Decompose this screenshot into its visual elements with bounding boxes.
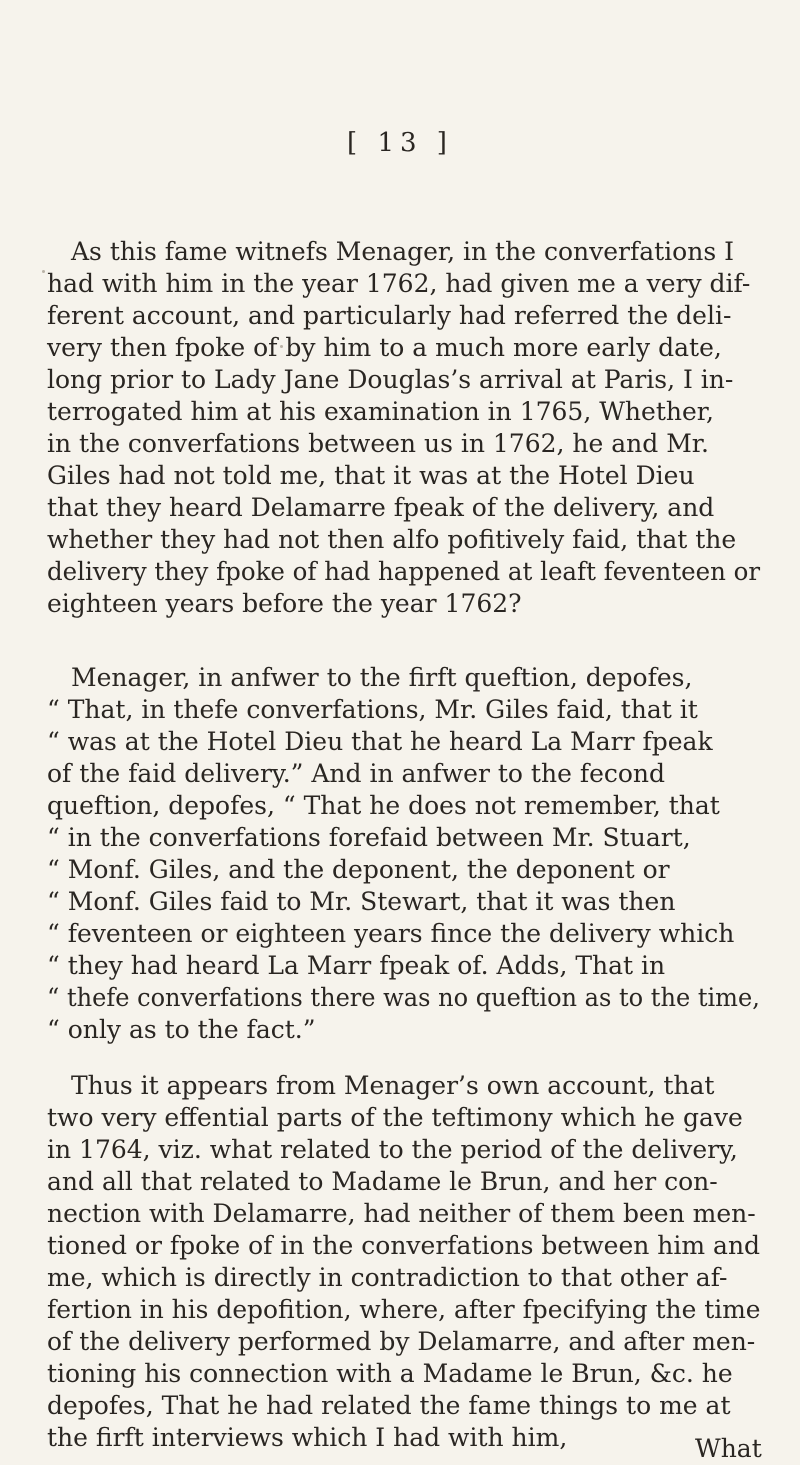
text-line: queftion, depofes, “ That he does not remember, that xyxy=(47,791,720,820)
text-line: of the faid delivery.” And in anfwer to the fecond xyxy=(47,759,666,788)
text-line: terrogated him at his examination in 1765, Whether, xyxy=(47,397,714,426)
text-line: ferent account, and particularly had referred the deli- xyxy=(47,301,732,330)
text-line: eighteen years before the year 1762? xyxy=(47,589,522,618)
text-line: tioned or fpoke of in the converfations between him and xyxy=(47,1231,761,1260)
text-line: “ they had heard La Marr fpeak of. Adds, That in xyxy=(47,951,666,980)
text-line: nection with Delamarre, had neither of them been men- xyxy=(47,1199,756,1228)
text-line: “ in the converfations forefaid between Mr. Stuart, xyxy=(47,823,691,852)
text-line: Giles had not told me, that it was at the Hotel Dieu xyxy=(47,461,695,490)
text-line: Menager, in anfwer to the firft queftion, depofes, xyxy=(71,663,693,692)
text-line: in 1764, viz. what related to the period of the delivery, xyxy=(47,1135,738,1164)
text-line: “ Monf. Giles, and the deponent, the deponent or xyxy=(47,855,670,884)
text-line: me, which is directly in contradiction to that other af- xyxy=(47,1263,728,1292)
text-line: depofes, That he had related the fame things to me at xyxy=(47,1391,731,1420)
text-line: “ Monf. Giles faid to Mr. Stewart, that it was then xyxy=(47,887,676,916)
text-line: “ thefe converfations there was no queftion as to the time, xyxy=(47,983,760,1012)
text-line: in the converfations between us in 1762, he and Mr. xyxy=(47,429,709,458)
page-number: [ 13 ] xyxy=(347,128,453,158)
text-line: whether they had not then alfo pofitively faid, that the xyxy=(47,525,737,554)
text-line: “ feventeen or eighteen years fince the delivery which xyxy=(47,919,735,948)
text-line: “ That, in thefe converfations, Mr. Giles faid, that it xyxy=(47,695,698,724)
text-line: that they heard Delamarre fpeak of the delivery, and xyxy=(47,493,715,522)
text-line: “ only as to the fact.” xyxy=(47,1015,316,1044)
catchword: What xyxy=(695,1434,762,1463)
text-line: “ was at the Hotel Dieu that he heard La Marr fpeak xyxy=(47,727,713,756)
text-line: had with him in the year 1762, had given me a very dif- xyxy=(47,269,751,298)
text-line: delivery they fpoke of had happened at leaft feventeen or xyxy=(47,557,761,586)
text-line: long prior to Lady Jane Douglas’s arrival at Paris, I in- xyxy=(47,365,734,394)
text-line: two very effential parts of the teftimony which he gave xyxy=(47,1103,743,1132)
text-line: the firft interviews which I had with him, xyxy=(47,1423,568,1452)
text-line: Thus it appears from Menager’s own account, that xyxy=(71,1071,715,1100)
text-line: tioning his connection with a Madame le Brun, &c. he xyxy=(47,1359,733,1388)
text-line: of the delivery performed by Delamarre, and after men- xyxy=(47,1327,756,1356)
text-line: fertion in his depofition, where, after fpecifying the time xyxy=(47,1295,761,1324)
text-line: very then fpoke of by him to a much more early date, xyxy=(47,333,722,362)
text-line: As this fame witnefs Menager, in the converfations I xyxy=(71,237,734,266)
text-line: and all that related to Madame le Brun, and her con- xyxy=(47,1167,718,1196)
